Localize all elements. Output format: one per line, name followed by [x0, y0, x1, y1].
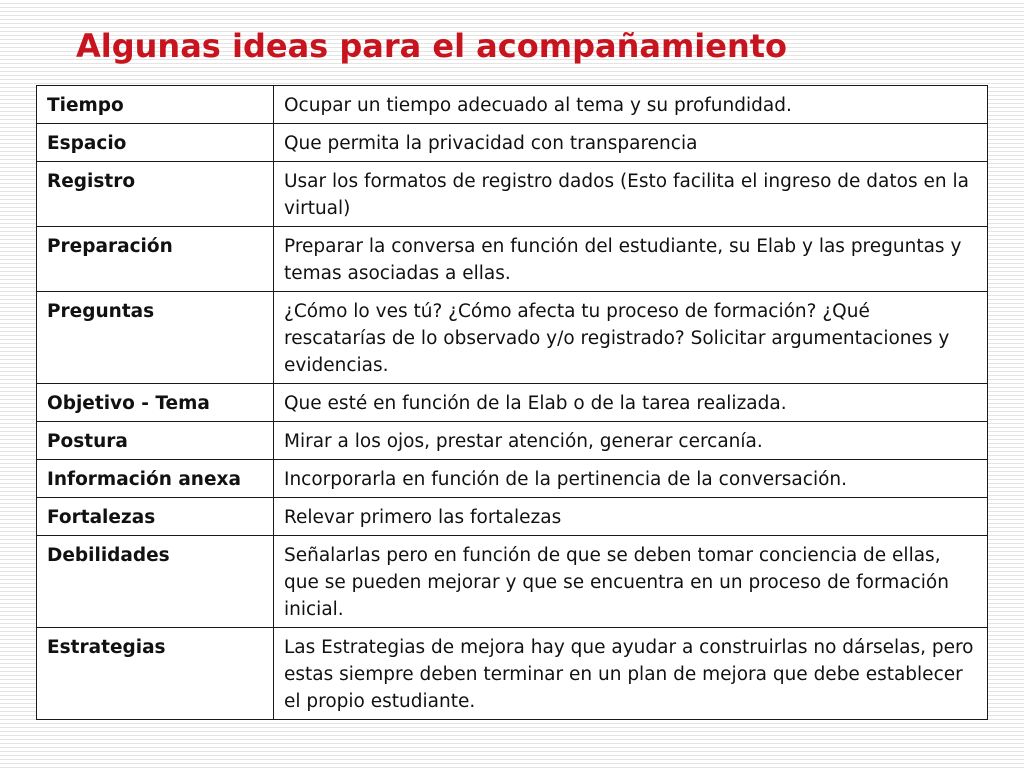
row-label: Información anexa: [37, 460, 274, 498]
table-row-tiempo: [37, 86, 988, 124]
row-label: Objetivo - Tema: [37, 384, 274, 422]
row-label: Preparación: [37, 227, 274, 292]
row-label: Tiempo: [37, 86, 274, 124]
table-row-objetivo-tema: [37, 384, 988, 422]
row-description: Las Estrategias de mejora hay que ayudar a construirlas no dárselas, pero estas siempre deben terminar en un plan de mejora que debe establecer el propio estudiante.: [274, 628, 988, 720]
row-label: Debilidades: [37, 536, 274, 628]
table-row-informacion-anexa: [37, 460, 988, 498]
table-row-espacio: [37, 124, 988, 162]
row-description: Incorporarla en función de la pertinencia de la conversación.: [274, 460, 988, 498]
table-row-fortalezas: [37, 498, 988, 536]
table-row-registro: [37, 162, 988, 227]
row-description: Mirar a los ojos, prestar atención, generar cercanía.: [274, 422, 988, 460]
row-label: Estrategias: [37, 628, 274, 720]
table-row-preparacion: [37, 227, 988, 292]
row-description: Ocupar un tiempo adecuado al tema y su profundidad.: [274, 86, 988, 124]
row-description: Preparar la conversa en función del estudiante, su Elab y las preguntas y temas asociadas a ellas.: [274, 227, 988, 292]
table-row-debilidades: [37, 536, 988, 628]
table-row-estrategias: [37, 628, 988, 720]
row-description: Relevar primero las fortalezas: [274, 498, 988, 536]
table-row-postura: [37, 422, 988, 460]
row-description: Usar los formatos de registro dados (Esto facilita el ingreso de datos en la virtual): [274, 162, 988, 227]
row-label: Fortalezas: [37, 498, 274, 536]
table-row-preguntas: [37, 292, 988, 384]
row-label: Preguntas: [37, 292, 274, 384]
row-label: Postura: [37, 422, 274, 460]
row-description: ¿Cómo lo ves tú? ¿Cómo afecta tu proceso de formación? ¿Qué rescatarías de lo observado y/o registrado? Solicitar argumentaciones y evidencias.: [274, 292, 988, 384]
slide-title: Algunas ideas para el acompañamiento: [76, 27, 788, 65]
row-description: Señalarlas pero en función de que se deben tomar conciencia de ellas, que se pueden mejorar y que se encuentra en un proceso de formación inicial.: [274, 536, 988, 628]
row-label: Espacio: [37, 124, 274, 162]
row-description: Que permita la privacidad con transparencia: [274, 124, 988, 162]
ideas-table: [36, 85, 988, 720]
row-label: Registro: [37, 162, 274, 227]
row-description: Que esté en función de la Elab o de la tarea realizada.: [274, 384, 988, 422]
